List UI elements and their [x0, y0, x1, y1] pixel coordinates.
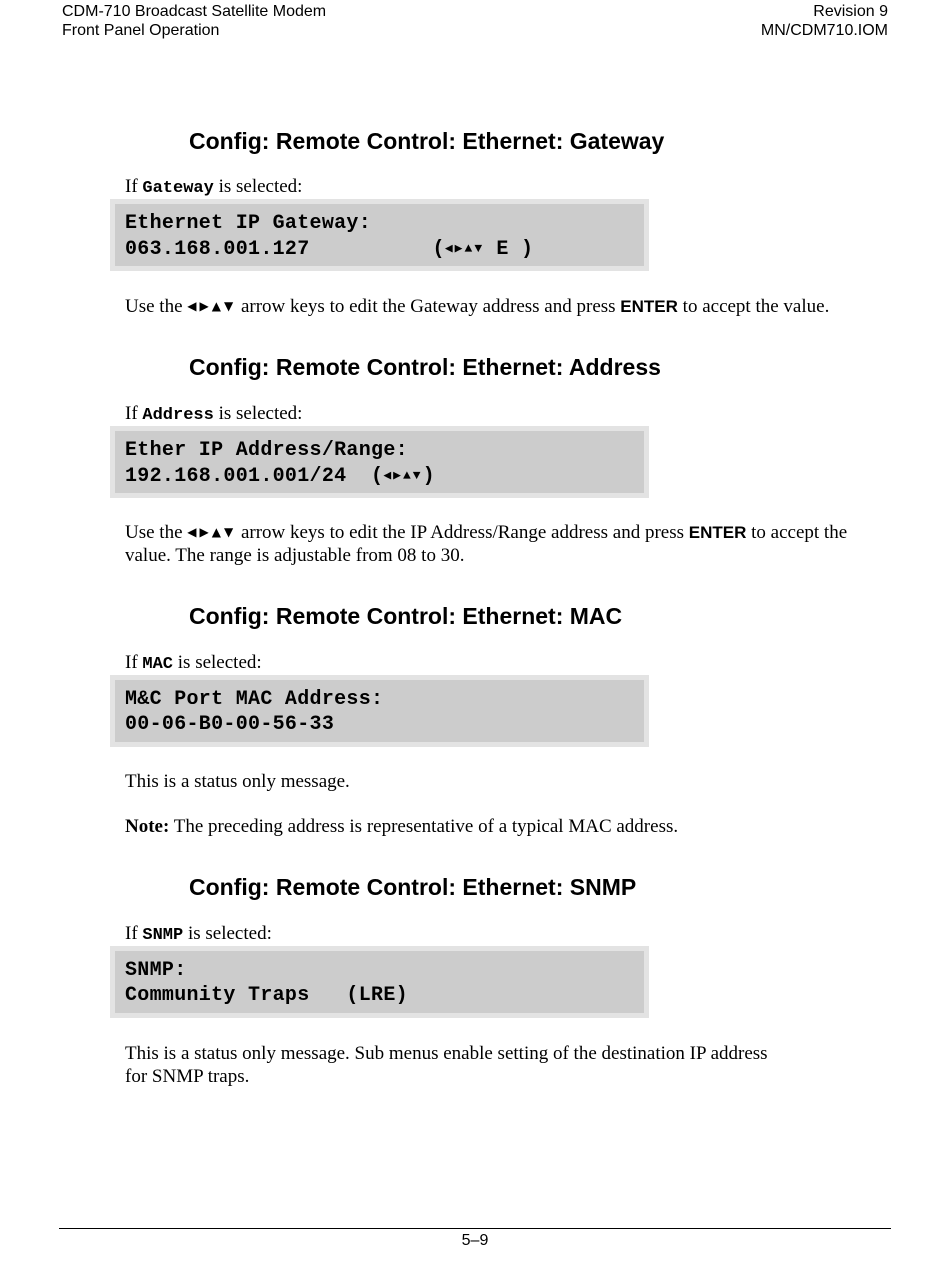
running-header-right — [761, 2, 888, 40]
address-code: Address — [142, 406, 214, 425]
snmp-intro — [125, 922, 895, 947]
enter-indicator: E ) — [484, 238, 534, 261]
snmp-heading: Config: Remote Control: Ethernet: SNMP — [189, 874, 637, 900]
mac-status-text: This is a status only message. — [125, 771, 350, 792]
mac-heading: Config: Remote Control: Ethernet: MAC — [189, 603, 623, 629]
intro-prefix: If — [125, 403, 143, 424]
mac-address-value: 00-06-B0-00-56-33 — [125, 713, 335, 736]
manual-number: MN/CDM710.IOM — [760, 22, 888, 39]
intro-suffix: is selected: — [183, 923, 272, 944]
lcd-line-2 — [125, 465, 435, 488]
mac-intro — [125, 651, 895, 676]
snmp-traps-value: Community Traps (LRE) — [125, 984, 408, 1007]
lcd-screen — [115, 204, 644, 266]
footer-rule — [59, 1228, 891, 1229]
intro-suffix: is selected: — [173, 652, 262, 673]
intro-prefix: If — [125, 923, 143, 944]
body-suffix: to accept the value. The range is adjustable from 08 to 30. — [125, 522, 848, 566]
note-text: The preceding address is representative of a typical MAC address. — [169, 816, 679, 837]
chapter-title: Front Panel Operation — [62, 22, 220, 39]
gateway-ip-value: 063.168.001.127 ( — [125, 238, 445, 261]
address-heading: Config: Remote Control: Ethernet: Address — [189, 354, 661, 380]
lcd-line-1: M&C Port MAC Address: — [125, 688, 384, 711]
gateway-lcd-display — [110, 199, 649, 271]
lcd-line-1: Ethernet IP Gateway: — [125, 212, 372, 235]
revision-label: Revision 9 — [813, 3, 888, 20]
arrow-keys-icon: ◀▶▲▼ — [444, 241, 485, 256]
address-range-value: 192.168.001.001/24 ( — [125, 465, 384, 488]
enter-key-label: ENTER — [620, 297, 678, 316]
arrow-keys-icon: ◀▶▲▼ — [187, 299, 237, 313]
snmp-code: SNMP — [142, 926, 184, 945]
running-header-left — [62, 2, 326, 40]
intro-suffix: is selected: — [213, 403, 303, 424]
document-title: CDM-710 Broadcast Satellite Modem — [62, 3, 327, 20]
snmp-body-line-2: for SNMP traps. — [125, 1066, 250, 1087]
lcd-line-1: SNMP: — [125, 959, 187, 982]
body-prefix: Use the — [125, 522, 188, 543]
page-number: 5–9 — [461, 1232, 489, 1249]
body-prefix: Use the — [125, 296, 188, 317]
arrow-keys-icon: ◀▶▲▼ — [187, 525, 237, 539]
gateway-heading: Config: Remote Control: Ethernet: Gateway — [189, 128, 665, 154]
enter-key-label: ENTER — [688, 523, 747, 542]
intro-prefix: If — [125, 652, 143, 673]
lcd-tail: ) — [422, 465, 435, 488]
body-suffix: to accept the value. — [677, 296, 830, 317]
body-mid: arrow keys to edit the IP Address/Range address and press — [236, 522, 689, 543]
mac-note — [125, 815, 895, 838]
address-intro — [125, 402, 895, 427]
body-mid: arrow keys to edit the Gateway address and press — [236, 296, 621, 317]
mac-code: MAC — [142, 655, 174, 674]
snmp-body-line-1: This is a status only message. Sub menus enable setting of the destination IP address — [125, 1043, 768, 1064]
mac-lcd-display — [110, 675, 649, 747]
lcd-screen — [115, 431, 644, 493]
address-lcd-display — [110, 426, 649, 498]
gateway-intro — [125, 175, 895, 200]
lcd-screen — [115, 680, 644, 742]
lcd-line-2 — [125, 238, 533, 261]
gateway-body — [125, 295, 895, 318]
intro-prefix: If — [125, 176, 143, 197]
lcd-line-1: Ether IP Address/Range: — [125, 439, 408, 462]
lcd-screen — [115, 951, 644, 1013]
address-body — [125, 521, 895, 567]
snmp-body — [125, 1042, 895, 1088]
arrow-keys-icon: ◀▶▲▼ — [383, 468, 423, 483]
snmp-lcd-display — [110, 946, 649, 1018]
note-label: Note: — [125, 816, 170, 837]
gateway-code: Gateway — [142, 179, 214, 198]
intro-suffix: is selected: — [213, 176, 303, 197]
